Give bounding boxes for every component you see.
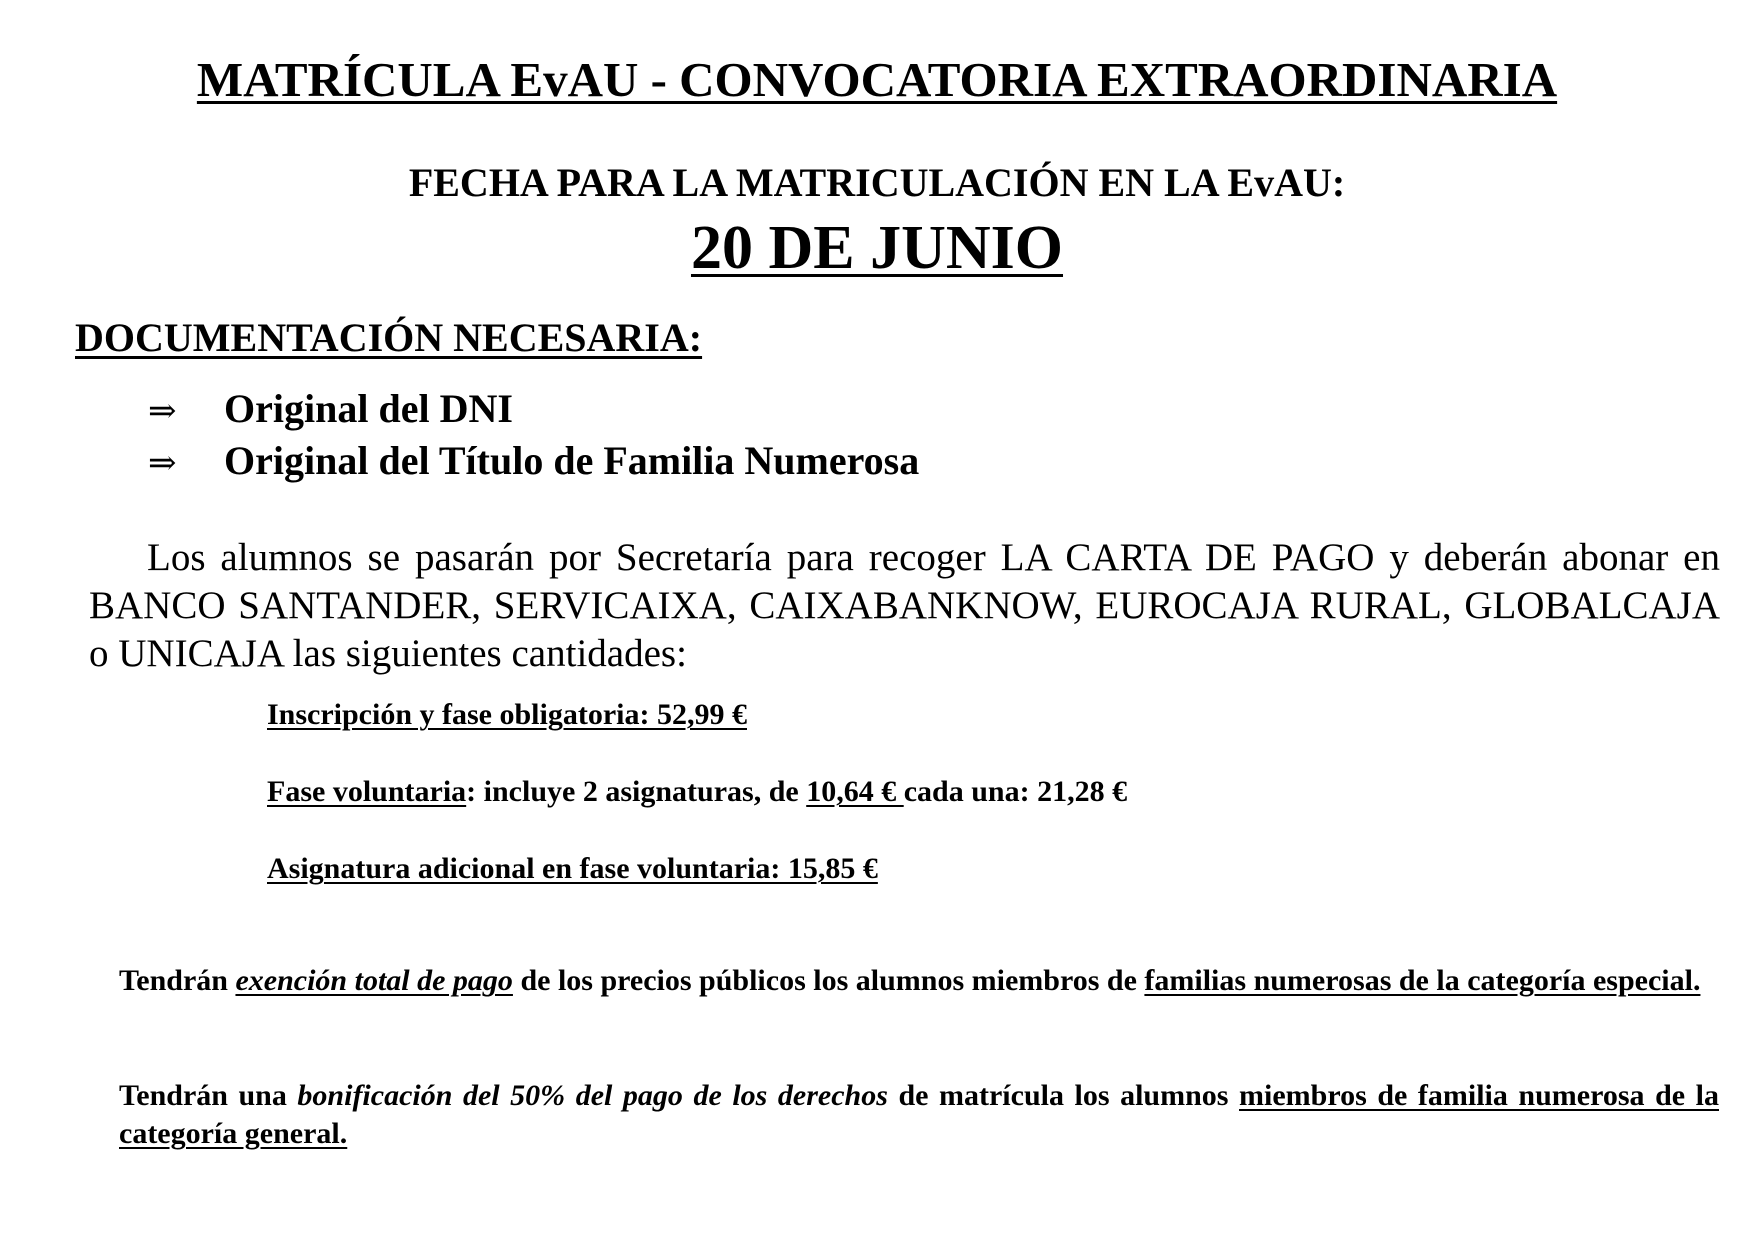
page-title (0, 50, 1754, 110)
note-bonificacion-prefix: Tendrán una (119, 1079, 298, 1112)
enrollment-date-label: FECHA PARA LA MATRICULACIÓN EN LA EvAU: (408, 160, 1346, 205)
fee-inscripcion: Inscripción y fase obligatoria: 52,99 € (267, 698, 747, 731)
documentation-item-label: Original del DNI (224, 386, 513, 431)
documentation-heading: DOCUMENTACIÓN NECESARIA: (75, 315, 703, 360)
payment-instructions-text: Los alumnos se pasarán por Secretaría para recoger LA CARTA DE PAGO y deberán abonar en BANCO SANTANDER, SERVICAIXA, CAIXABANKNOW, EUROCAJA RURAL, GLOBALCAJA o UNICAJA las siguientes cantidades: (89, 536, 1720, 675)
enrollment-date (0, 212, 1754, 284)
note-bonificacion-target: miembros de familia numerosa de la categoría general. (119, 1079, 1719, 1150)
note-bonificacion-emphasis: bonificación del 50% del pago de los derechos (297, 1079, 888, 1112)
fee-voluntaria-total: cada una: 21,28 € (903, 775, 1128, 808)
note-exencion-target: familias numerosas de la categoría especial. (1144, 964, 1701, 997)
page-title-text: MATRÍCULA EvAU - CONVOCATORIA EXTRAORDINARIA (196, 52, 1558, 107)
payment-instructions (89, 534, 1720, 678)
double-arrow-icon: ⇒ (148, 391, 177, 431)
documentation-item-label: Original del Título de Familia Numerosa (224, 438, 920, 483)
enrollment-date-text: 20 DE JUNIO (690, 214, 1064, 282)
documentation-item (148, 436, 919, 488)
documentation-item (148, 384, 919, 436)
fee-adicional: Asignatura adicional en fase voluntaria: 15,85 € (267, 852, 878, 885)
note-bonificacion (119, 1077, 1719, 1153)
fee-voluntaria-label: Fase voluntaria (267, 775, 467, 808)
note-exencion (119, 962, 1719, 1000)
note-exencion-prefix: Tendrán (119, 964, 236, 997)
double-arrow-icon: ⇒ (148, 443, 177, 483)
note-exencion-emphasis: exención total de pago (235, 964, 513, 997)
note-exencion-middle: de los precios públicos los alumnos miembros de (512, 964, 1145, 997)
fee-voluntaria-unit-price: 10,64 € (806, 775, 904, 808)
note-bonificacion-middle: de matrícula los alumnos (887, 1079, 1240, 1112)
fee-voluntaria (267, 773, 1127, 811)
documentation-list (148, 384, 919, 488)
fee-voluntaria-text: : incluye 2 asignaturas, de (466, 775, 807, 808)
